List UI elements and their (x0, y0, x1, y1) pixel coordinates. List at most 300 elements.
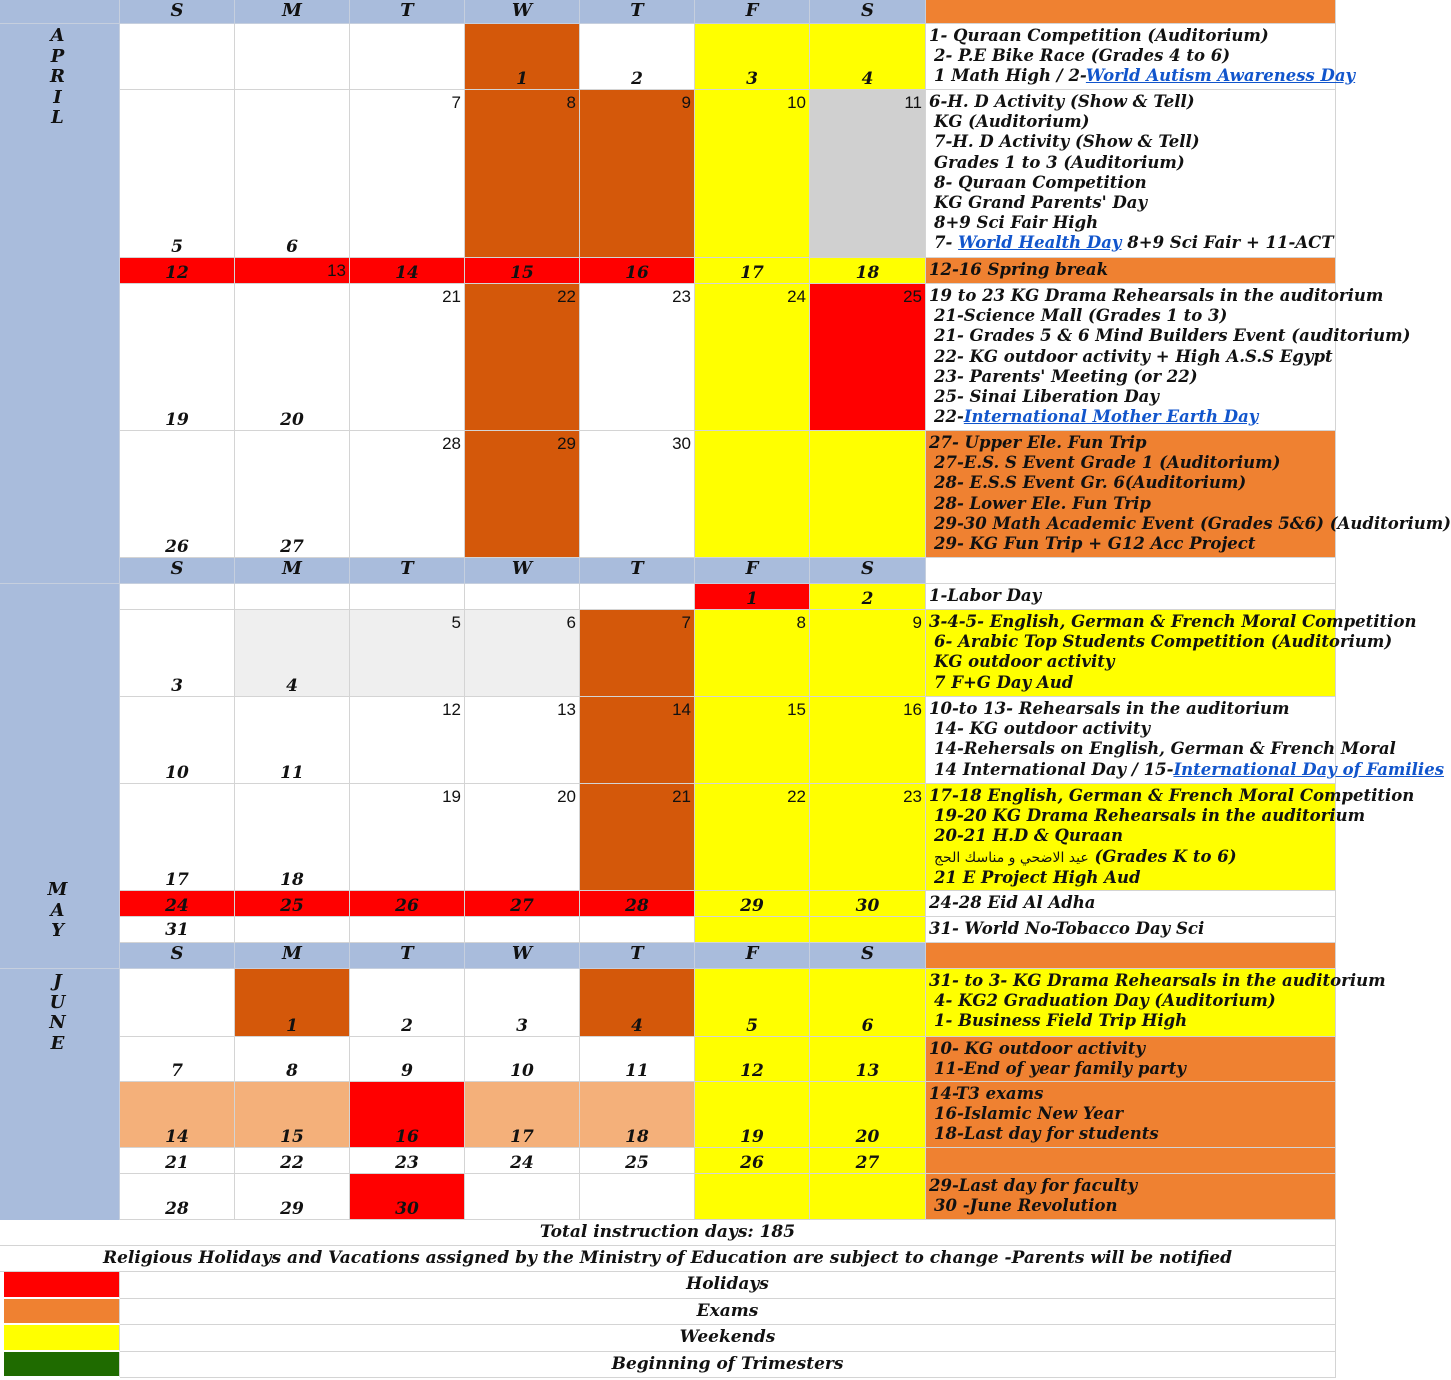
weekday-header: T (350, 943, 465, 969)
weekday-header: F (695, 943, 810, 969)
day-number: 14 (395, 263, 419, 283)
day-cell[interactable] (235, 24, 350, 90)
day-cell[interactable] (580, 90, 695, 258)
header-corner (0, 0, 120, 24)
event-line (929, 473, 1335, 493)
day-cell[interactable] (120, 1082, 235, 1148)
day-number: 1 (286, 1016, 298, 1036)
event-text: 19-20 KG Drama Rehearsals in the auditorium (934, 806, 1366, 826)
legend-swatch (4, 1272, 120, 1298)
day-cell[interactable] (350, 784, 465, 891)
event-line (929, 739, 1396, 759)
day-cell[interactable] (465, 784, 580, 891)
day-cell[interactable] (580, 784, 695, 891)
day-number: 13 (855, 1061, 880, 1081)
event-line (929, 193, 1335, 213)
event-text: 31- to 3- KG Drama Rehearsals in the auditorium (929, 971, 1386, 990)
event-text: 20-21 H.D & Quraan (934, 826, 1123, 846)
day-cell[interactable] (465, 891, 580, 917)
day-cell[interactable] (695, 24, 810, 90)
day-number: 5 (171, 237, 183, 257)
event-text: 28- Lower Ele. Fun Trip (934, 493, 1151, 513)
event-text: 27-E.S. S Event Grade 1 (Auditorium) (934, 453, 1281, 473)
day-cell[interactable] (235, 610, 350, 697)
day-number: 18 (855, 263, 880, 283)
legend-label: Weekends (120, 1325, 1336, 1352)
day-cell[interactable] (810, 917, 926, 943)
day-cell[interactable] (695, 784, 810, 891)
event-text: 1- Business Field Trip High (934, 1011, 1188, 1031)
day-number: 2 (861, 589, 874, 609)
header-corner (0, 558, 120, 584)
day-number: 7 (681, 613, 691, 632)
day-number: 14 (165, 1127, 189, 1147)
day-cell[interactable] (120, 1148, 235, 1174)
events-header (926, 558, 1336, 584)
day-cell[interactable] (695, 284, 810, 431)
day-number: 17 (510, 1127, 534, 1147)
day-number: 1 (746, 589, 758, 609)
day-cell[interactable] (580, 284, 695, 431)
events-header (926, 0, 1336, 24)
day-number: 14 (672, 700, 691, 719)
event-line (929, 46, 1335, 66)
day-number: 17 (165, 870, 189, 890)
day-cell[interactable] (810, 1148, 926, 1174)
event-line (929, 971, 1386, 991)
event-text: 2- P.E Bike Race (Grades 4 to 6) (934, 46, 1231, 66)
events-cell (926, 610, 1417, 697)
event-line (929, 847, 1335, 868)
weekday-header: S (120, 0, 235, 24)
day-cell[interactable] (120, 431, 235, 558)
day-number: 17 (740, 263, 764, 283)
day-number: 31 (165, 920, 189, 940)
day-cell[interactable] (465, 90, 580, 258)
day-cell[interactable] (120, 258, 235, 284)
weekday-header: T (350, 558, 465, 584)
day-cell[interactable] (465, 969, 580, 1037)
day-cell[interactable] (695, 584, 810, 610)
weekday-header: S (120, 558, 235, 584)
day-number: 12 (740, 1061, 764, 1081)
events-cell (926, 1037, 1336, 1082)
event-link[interactable]: International Day of Families (1173, 759, 1444, 779)
day-cell[interactable] (580, 891, 695, 917)
day-cell[interactable] (350, 1174, 465, 1220)
event-line (929, 534, 1335, 554)
day-cell[interactable] (580, 431, 695, 558)
event-line (929, 306, 1335, 326)
event-text: 17-18 English, German & French Moral Competition (929, 786, 1415, 805)
day-number: 28 (625, 896, 649, 916)
day-cell[interactable] (695, 1082, 810, 1148)
event-line (929, 1084, 1335, 1104)
day-cell[interactable] (350, 1148, 465, 1174)
event-text: KG Grand Parents' Day (934, 193, 1148, 213)
day-number: 2 (631, 69, 643, 89)
day-cell[interactable] (465, 917, 580, 943)
event-line (929, 153, 1335, 173)
day-cell[interactable] (350, 969, 465, 1037)
day-cell[interactable] (580, 917, 695, 943)
event-text: 7 F+G Day Aud (934, 672, 1074, 692)
day-cell[interactable] (580, 697, 695, 784)
day-cell[interactable] (810, 784, 926, 891)
day-cell[interactable] (695, 917, 810, 943)
event-text: 10-to 13- Rehearsals in the auditorium (929, 699, 1290, 718)
day-cell[interactable] (580, 1082, 695, 1148)
day-cell[interactable] (695, 90, 810, 258)
day-cell[interactable] (235, 969, 350, 1037)
event-text: KG outdoor activity (934, 652, 1115, 672)
event-text: 22- KG outdoor activity + High A.S.S Egypt (934, 346, 1333, 366)
day-cell[interactable] (465, 258, 580, 284)
event-text: 29-30 Math Academic Event (Grades 5&6) (Auditorium) (934, 513, 1451, 533)
day-number: 27 (510, 896, 534, 916)
day-number: 30 (672, 434, 691, 453)
day-number: 22 (557, 287, 576, 306)
day-number: 4 (286, 676, 298, 696)
events-cell (926, 1148, 1336, 1174)
event-text: 14 International Day / 15- (934, 759, 1174, 779)
day-cell[interactable] (235, 1082, 350, 1148)
day-number: 16 (395, 1127, 419, 1147)
events-cell (926, 891, 1336, 917)
day-cell[interactable] (235, 284, 350, 431)
day-cell[interactable] (350, 284, 465, 431)
day-cell[interactable] (350, 610, 465, 697)
day-number: 4 (631, 1016, 643, 1036)
day-cell[interactable] (810, 1082, 926, 1148)
event-text-arabic: عيد الاضحي و مناسك الحج (934, 849, 1089, 866)
event-link[interactable]: International Mother Earth Day (963, 407, 1259, 427)
day-number: 28 (165, 1199, 189, 1219)
weekday-header: T (350, 0, 465, 24)
day-cell[interactable] (235, 1174, 350, 1220)
day-cell[interactable] (350, 1082, 465, 1148)
day-cell[interactable] (465, 1148, 580, 1174)
event-text: 25- Sinai Liberation Day (934, 387, 1159, 407)
day-cell[interactable] (350, 891, 465, 917)
day-cell[interactable] (235, 1148, 350, 1174)
day-cell[interactable] (810, 697, 926, 784)
day-cell[interactable] (120, 1174, 235, 1220)
day-number: 28 (442, 434, 461, 453)
day-cell[interactable] (695, 431, 810, 558)
day-number: 10 (787, 93, 806, 112)
day-cell[interactable] (580, 969, 695, 1037)
event-text: 19 to 23 KG Drama Rehearsals in the auditorium (929, 286, 1384, 305)
day-cell[interactable] (580, 610, 695, 697)
day-cell[interactable] (350, 1037, 465, 1082)
day-number: 21 (672, 787, 691, 806)
header-corner (0, 943, 120, 969)
day-cell[interactable] (580, 1148, 695, 1174)
day-number: 2 (401, 1016, 413, 1036)
day-cell[interactable] (120, 1037, 235, 1082)
total-instruction-days: Total instruction days: 185 (0, 1220, 1336, 1246)
event-line (929, 699, 1335, 719)
event-line (929, 673, 1335, 693)
day-cell[interactable] (465, 610, 580, 697)
event-line (929, 893, 1335, 913)
day-cell[interactable] (120, 284, 235, 431)
day-number: 15 (280, 1127, 304, 1147)
event-text: 1- Quraan Competition (Auditorium) (929, 26, 1269, 45)
day-cell[interactable] (580, 24, 695, 90)
day-cell[interactable] (235, 431, 350, 558)
day-cell[interactable] (580, 1037, 695, 1082)
weekday-header: W (465, 558, 580, 584)
day-cell[interactable] (235, 891, 350, 917)
event-line (929, 632, 1393, 652)
legend-label: Exams (120, 1299, 1336, 1326)
event-text: Grades 1 to 3 (Auditorium) (934, 152, 1185, 172)
day-number: 21 (165, 1153, 189, 1173)
legend-swatch (4, 1325, 120, 1351)
day-number: 5 (746, 1016, 758, 1036)
event-line (929, 326, 1411, 346)
event-line (929, 1104, 1335, 1124)
day-number: 7 (451, 93, 461, 112)
event-line (929, 367, 1335, 387)
event-text: 31- World No-Tobacco Day Sci (929, 919, 1205, 938)
day-cell[interactable] (695, 1174, 810, 1220)
event-text: 6-H. D Activity (Show & Tell) (929, 92, 1195, 111)
day-number: 9 (912, 613, 922, 632)
day-number: 24 (787, 287, 806, 306)
events-cell (926, 784, 1415, 891)
day-cell[interactable] (810, 90, 926, 258)
day-cell[interactable] (350, 258, 465, 284)
weekday-header: M (235, 0, 350, 24)
day-cell[interactable] (465, 1174, 580, 1220)
day-cell[interactable] (235, 584, 350, 610)
day-cell[interactable] (465, 431, 580, 558)
event-text: 23- Parents' Meeting (or 22) (934, 366, 1198, 386)
day-cell[interactable] (810, 1174, 926, 1220)
day-cell[interactable] (120, 917, 235, 943)
day-cell[interactable] (465, 697, 580, 784)
day-cell[interactable] (235, 90, 350, 258)
weekday-header: F (695, 558, 810, 584)
day-number: 25 (280, 896, 304, 916)
day-number: 16 (903, 700, 922, 719)
day-number: 15 (787, 700, 806, 719)
day-cell[interactable] (120, 697, 235, 784)
day-number: 5 (451, 613, 461, 632)
events-cell (926, 431, 1451, 558)
event-text: 24-28 Eid Al Adha (929, 893, 1096, 912)
day-number: 7 (171, 1061, 183, 1081)
event-link[interactable]: World Autism Awareness Day (1085, 66, 1356, 86)
day-cell[interactable] (695, 969, 810, 1037)
event-line (929, 494, 1335, 514)
day-cell[interactable] (695, 610, 810, 697)
event-line (929, 132, 1335, 152)
day-number: 18 (280, 870, 304, 890)
month-label-may (0, 558, 120, 943)
day-number: 12 (442, 700, 461, 719)
day-number: 9 (401, 1061, 413, 1081)
event-line (929, 347, 1335, 367)
day-number: 20 (557, 787, 576, 806)
weekday-header: T (580, 943, 695, 969)
event-text: 14-T3 exams (929, 1084, 1044, 1103)
day-cell[interactable] (120, 610, 235, 697)
day-cell[interactable] (695, 1148, 810, 1174)
event-text: 3-4-5- English, German & French Moral Competition (929, 612, 1417, 631)
event-line (929, 66, 1356, 86)
legend-swatch (4, 1299, 120, 1325)
event-text: 14-Rehersals on English, German & French Moral (934, 739, 1396, 759)
event-text: (Grades K to 6) (1088, 846, 1237, 866)
day-cell[interactable] (810, 1037, 926, 1082)
weekday-header: S (810, 0, 926, 24)
event-text: 18-Last day for students (934, 1124, 1159, 1144)
day-cell[interactable] (465, 584, 580, 610)
day-number: 30 (395, 1199, 419, 1219)
day-number: 29 (557, 434, 576, 453)
weekday-header: M (235, 558, 350, 584)
events-cell (926, 697, 1444, 784)
month-label-june (0, 943, 120, 1220)
day-cell[interactable] (120, 584, 235, 610)
day-cell[interactable] (465, 1082, 580, 1148)
day-cell[interactable] (235, 258, 350, 284)
day-cell[interactable] (465, 284, 580, 431)
day-cell[interactable] (810, 969, 926, 1037)
day-cell[interactable] (235, 784, 350, 891)
day-cell[interactable] (810, 610, 926, 697)
day-number: 8 (796, 613, 806, 632)
day-number: 3 (516, 1016, 528, 1036)
event-text: 21-Science Mall (Grades 1 to 3) (934, 306, 1228, 326)
day-cell[interactable] (465, 24, 580, 90)
event-line (929, 387, 1335, 407)
day-number: 22 (280, 1153, 304, 1173)
day-number: 13 (327, 261, 346, 280)
events-header (926, 943, 1336, 969)
day-number: 26 (165, 537, 189, 557)
event-line (929, 1124, 1335, 1144)
event-text: 22- (934, 407, 964, 427)
day-number: 12 (165, 263, 189, 283)
event-line (929, 1011, 1335, 1031)
day-cell[interactable] (235, 1037, 350, 1082)
day-cell[interactable] (120, 969, 235, 1037)
day-cell[interactable] (810, 584, 926, 610)
day-number: 9 (681, 93, 691, 112)
day-number: 1 (516, 69, 528, 89)
day-cell[interactable] (580, 1174, 695, 1220)
day-number: 25 (903, 287, 922, 306)
day-cell[interactable] (120, 90, 235, 258)
day-number: 21 (442, 287, 461, 306)
events-cell (926, 1174, 1336, 1220)
events-cell (926, 90, 1336, 258)
event-line (929, 806, 1366, 826)
day-number: 29 (280, 1199, 304, 1219)
events-cell (926, 24, 1356, 90)
day-number: 24 (510, 1153, 534, 1173)
day-cell[interactable] (350, 90, 465, 258)
day-cell[interactable] (120, 24, 235, 90)
event-line (929, 868, 1335, 888)
day-cell[interactable] (810, 891, 926, 917)
event-link[interactable]: World Health Day (958, 233, 1122, 253)
day-number: 23 (672, 287, 691, 306)
day-number: 19 (442, 787, 461, 806)
event-text: 7- (934, 233, 959, 253)
event-line (929, 786, 1415, 806)
day-cell[interactable] (350, 584, 465, 610)
day-cell[interactable] (350, 697, 465, 784)
event-line (929, 1176, 1335, 1196)
day-cell[interactable] (350, 917, 465, 943)
day-cell[interactable] (810, 258, 926, 284)
weekday-header: F (695, 0, 810, 24)
day-cell[interactable] (120, 891, 235, 917)
event-text: 1-Labor Day (929, 586, 1042, 605)
event-text: 7-H. D Activity (Show & Tell) (934, 132, 1200, 152)
day-number: 19 (165, 410, 189, 430)
day-cell[interactable] (695, 891, 810, 917)
event-line (929, 652, 1335, 672)
day-number: 10 (510, 1061, 534, 1081)
weekday-header: S (120, 943, 235, 969)
day-cell[interactable] (350, 431, 465, 558)
day-number: 3 (171, 676, 183, 696)
event-text: 28- E.S.S Event Gr. 6(Auditorium) (934, 473, 1247, 493)
day-number: 24 (165, 896, 189, 916)
day-cell[interactable] (580, 258, 695, 284)
day-cell[interactable] (465, 1037, 580, 1082)
event-text: 21 E Project High Aud (934, 867, 1141, 887)
month-name-may: M A Y (47, 879, 68, 941)
day-number: 27 (855, 1153, 880, 1173)
event-text: 29- KG Fun Trip + G12 Acc Project (934, 534, 1256, 554)
day-cell[interactable] (120, 784, 235, 891)
day-cell[interactable] (235, 697, 350, 784)
day-cell[interactable] (350, 24, 465, 90)
day-cell[interactable] (695, 258, 810, 284)
day-number: 19 (740, 1127, 764, 1147)
event-line (929, 1059, 1335, 1079)
day-cell[interactable] (695, 697, 810, 784)
event-line (929, 260, 1335, 280)
event-line (929, 991, 1335, 1011)
day-cell[interactable] (810, 24, 926, 90)
event-text: 8+9 Sci Fair High (934, 213, 1099, 233)
day-number: 10 (165, 763, 189, 783)
event-text: 27- Upper Ele. Fun Trip (929, 433, 1147, 452)
day-cell[interactable] (580, 584, 695, 610)
day-cell[interactable] (810, 431, 926, 558)
weekday-header: S (810, 558, 926, 584)
event-text: 11-End of year family party (934, 1059, 1186, 1079)
event-line (929, 92, 1335, 112)
day-number: 6 (566, 613, 576, 632)
day-cell[interactable] (695, 1037, 810, 1082)
day-cell[interactable] (235, 917, 350, 943)
event-text: 30 -June Revolution (934, 1196, 1118, 1216)
event-line (929, 1039, 1335, 1059)
day-number: 27 (280, 537, 304, 557)
day-cell[interactable] (810, 284, 926, 431)
day-number: 6 (861, 1016, 874, 1036)
